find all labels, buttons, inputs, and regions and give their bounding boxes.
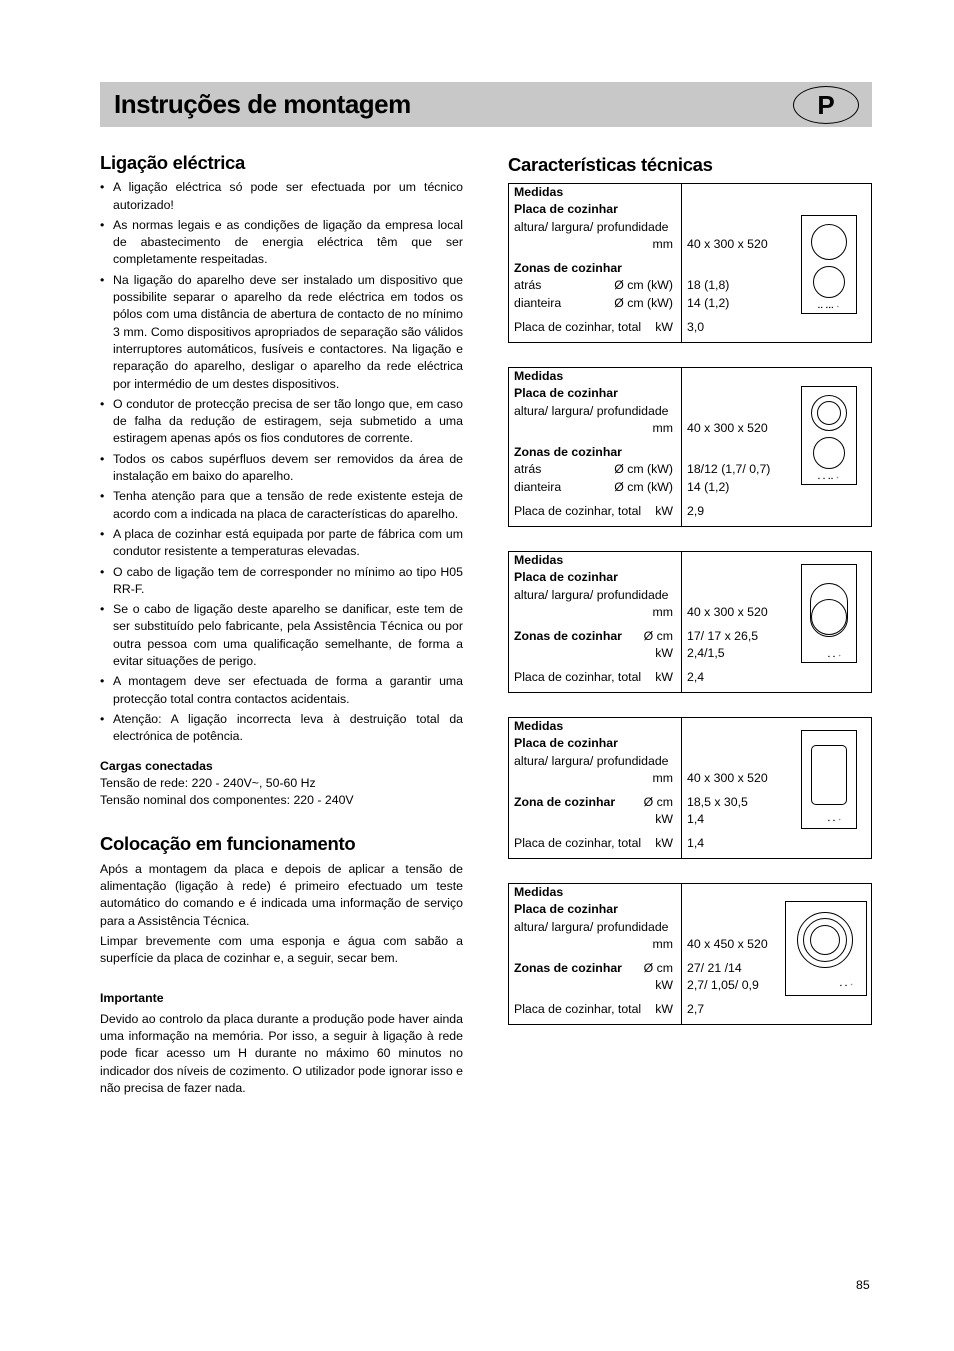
value-dims: 40 x 300 x 520 xyxy=(687,421,768,435)
label-total: Placa de cozinhar, total xyxy=(514,670,642,684)
label-medidas: Medidas xyxy=(514,553,564,567)
value-dims: 40 x 300 x 520 xyxy=(687,237,768,251)
label-placa: Placa de cozinhar xyxy=(514,386,618,400)
control-icon: ▪▪ ▪▪▪ ⁺ xyxy=(818,305,841,311)
label-zonas: Zonas de cozinhar xyxy=(514,445,622,459)
tech-heading: Características técnicas xyxy=(508,154,713,175)
label-unit: Ø cm (kW) xyxy=(614,296,673,310)
value-dims: 40 x 450 x 520 xyxy=(687,937,768,951)
label-placa: Placa de cozinhar xyxy=(514,736,618,750)
label-medidas: Medidas xyxy=(514,369,564,383)
label-dims: altura/ largura/ profundidade xyxy=(514,754,669,768)
label-total: Placa de cozinhar, total xyxy=(514,1002,642,1016)
label-unit: kW xyxy=(655,812,673,826)
label-unit: Ø cm xyxy=(643,629,673,643)
zone-circle xyxy=(813,266,845,298)
label-unit: Ø cm xyxy=(643,961,673,975)
list-item: • Se o cabo de ligação deste aparelho se danificar, este tem de ser substituído pelo fabricante, pela Assistência Técnica ou por outra pessoa com uma qualificação semelhante, de forma a evitar situações de perigo. xyxy=(100,601,463,670)
label-unit: kW xyxy=(655,1002,673,1016)
label-unit: kW xyxy=(655,646,673,660)
electrical-heading: Ligação eléctrica xyxy=(100,152,246,173)
value-back: 18 (1,8) xyxy=(687,278,730,292)
spec-table xyxy=(508,367,872,527)
page-header xyxy=(100,82,872,127)
value-total: 3,0 xyxy=(687,320,705,334)
left-column xyxy=(100,154,463,1097)
zone-circle xyxy=(813,437,845,469)
label-back: atrás xyxy=(514,278,542,292)
value-zone-power: 1,4 xyxy=(687,812,705,826)
label-dims: altura/ largura/ profundidade xyxy=(514,220,669,234)
label-back: atrás xyxy=(514,462,542,476)
zone-inner-circle xyxy=(817,401,841,425)
label-unit: Ø cm (kW) xyxy=(614,278,673,292)
label-unit: kW xyxy=(655,978,673,992)
spec-table xyxy=(508,183,872,343)
loads-line: Tensão de rede: 220 - 240V~, 50-60 Hz xyxy=(100,775,316,790)
label-front: dianteira xyxy=(514,296,562,310)
loads-line: Tensão nominal dos componentes: 220 - 240V xyxy=(100,793,354,808)
label-dims: altura/ largura/ profundidade xyxy=(514,588,669,602)
hob-diagram xyxy=(801,386,857,485)
hob-diagram xyxy=(801,730,857,829)
page-number: 85 xyxy=(856,1278,870,1292)
label-unit: Ø cm (kW) xyxy=(614,480,673,494)
label-zonas: Zonas de cozinhar xyxy=(514,629,622,643)
value-total: 1,4 xyxy=(687,836,705,850)
value-dims: 40 x 300 x 520 xyxy=(687,605,768,619)
hob-diagram xyxy=(801,215,857,314)
label-dims: altura/ largura/ profundidade xyxy=(514,404,669,418)
label-mm: mm xyxy=(652,937,673,951)
label-dims: altura/ largura/ profundidade xyxy=(514,920,669,934)
label-zonas: Zonas de cozinhar xyxy=(514,961,622,975)
label-medidas: Medidas xyxy=(514,719,564,733)
label-total: Placa de cozinhar, total xyxy=(514,504,642,518)
label-total: Placa de cozinhar, total xyxy=(514,836,642,850)
label-zonas: Zonas de cozinhar xyxy=(514,261,622,275)
label-unit: kW xyxy=(655,670,673,684)
value-front: 14 (1,2) xyxy=(687,480,730,494)
zone-circle xyxy=(811,224,847,260)
hob-diagram xyxy=(785,901,867,996)
label-placa: Placa de cozinhar xyxy=(514,902,618,916)
spec-table xyxy=(508,717,872,859)
label-unit: Ø cm xyxy=(643,795,673,809)
startup-heading: Colocação em funcionamento xyxy=(100,833,356,855)
spec-table xyxy=(508,883,872,1025)
label-medidas: Medidas xyxy=(514,885,564,899)
value-zone-power: 2,4/1,5 xyxy=(687,646,725,660)
value-zone-size: 17/ 17 x 26,5 xyxy=(687,629,759,643)
label-mm: mm xyxy=(652,237,673,251)
page-title: Instruções de montagem xyxy=(114,89,411,119)
value-zone-size: 18,5 x 30,5 xyxy=(687,795,748,809)
zone-circle-inner xyxy=(810,925,840,955)
label-zona: Zona de cozinhar xyxy=(514,795,616,809)
label-mm: mm xyxy=(652,771,673,785)
value-zone-size: 27/ 21 /14 xyxy=(687,961,742,975)
control-icon: ▪ ▪ ⁺ xyxy=(840,983,854,989)
startup-paragraph: Limpar brevemente com uma esponja e água com sabão a superfície da placa de cozinhar e, a seguir, secar bem. xyxy=(100,933,463,966)
important-text: Devido ao controlo da placa durante a produção pode haver ainda uma informação na memória. Por isso, a seguir à ligação à rede pode ficar acesso um H durante no máximo 60 minutos no indicador dos níveis de cozimento. O utilizador pode ignorar isso e não precisa de fazer nada. xyxy=(100,1011,463,1095)
list-item: • Na ligação do aparelho deve ser instalado um dispositivo que possibilite separar o aparelho da rede eléctrica em todos os pólos com uma distância de abertura de contacto de no mínimo 3 mm. Como dispositivos apropriados de separação são válidos interruptores automáticos, fusíveis e contactores. Na ligação e reparação do aparelho, desligar o aparelho da rede eléctrica por intermédio de um destes dispositivos. xyxy=(100,272,463,393)
label-unit: kW xyxy=(655,504,673,518)
loads-heading: Cargas conectadas xyxy=(100,758,213,773)
electrical-list xyxy=(100,179,463,745)
control-icon: ▪ ▪ ▪▪ ⁺ xyxy=(818,476,840,482)
list-item: • O cabo de ligação tem de corresponder no mínimo ao tipo H05 RR-F. xyxy=(100,564,463,599)
value-total: 2,9 xyxy=(687,504,705,518)
value-back: 18/12 (1,7/ 0,7) xyxy=(687,462,771,476)
value-total: 2,4 xyxy=(687,670,705,684)
control-icon: ▪ ▪ ⁺ xyxy=(828,654,842,660)
label-mm: mm xyxy=(652,421,673,435)
label-mm: mm xyxy=(652,605,673,619)
list-item: • Tenha atenção para que a tensão de rede existente esteja de acordo com a indicada na placa de características do aparelho. xyxy=(100,488,463,523)
list-item: • As normas legais e as condições de ligação da empresa local de abastecimento de energia eléctrica têm que ser completamente respeitadas. xyxy=(100,217,463,269)
list-item: • A placa de cozinhar está equipada por parte de fábrica com um condutor resistente a temperaturas elevadas. xyxy=(100,526,463,561)
value-zone-power: 2,7/ 1,05/ 0,9 xyxy=(687,978,759,992)
list-item: • A montagem deve ser efectuada de forma a garantir uma protecção total contra contactos acidentais. xyxy=(100,673,463,708)
zone-circle xyxy=(811,599,847,635)
startup-paragraph: Após a montagem da placa e depois de aplicar a tensão de alimentação (ligação à rede) é primeiro efectuado um teste automático do comando e é indicada uma informação de serviço para a Assistência Técnica. xyxy=(100,861,463,928)
control-icon: ▪ ▪ ⁺ xyxy=(828,818,842,824)
value-total: 2,7 xyxy=(687,1002,705,1016)
list-item: • O condutor de protecção precisa de ser tão longo que, em caso de falha da redução de estiragem, seja submetido a uma estiragem apenas após os fios condutores de corrente. xyxy=(100,396,463,448)
label-unit: kW xyxy=(655,836,673,850)
important-heading: Importante xyxy=(100,991,164,1006)
label-placa: Placa de cozinhar xyxy=(514,202,618,216)
right-column xyxy=(508,154,874,1025)
label-unit: Ø cm (kW) xyxy=(614,462,673,476)
spec-table xyxy=(508,551,872,693)
value-front: 14 (1,2) xyxy=(687,296,730,310)
hob-diagram xyxy=(801,564,857,663)
list-item: • Todos os cabos supérfluos devem ser removidos da área de instalação em baixo do aparelho. xyxy=(100,451,463,486)
value-dims: 40 x 300 x 520 xyxy=(687,771,768,785)
label-total: Placa de cozinhar, total xyxy=(514,320,642,334)
rect-zone xyxy=(811,745,847,805)
list-item: • Atenção: A ligação incorrecta leva à destruição total da electrónica de potência. xyxy=(100,711,463,746)
language-badge: P xyxy=(793,86,859,124)
label-unit: kW xyxy=(655,320,673,334)
label-front: dianteira xyxy=(514,480,562,494)
label-placa: Placa de cozinhar xyxy=(514,570,618,584)
label-medidas: Medidas xyxy=(514,185,564,199)
list-item: • A ligação eléctrica só pode ser efectuada por um técnico autorizado! xyxy=(100,179,463,214)
